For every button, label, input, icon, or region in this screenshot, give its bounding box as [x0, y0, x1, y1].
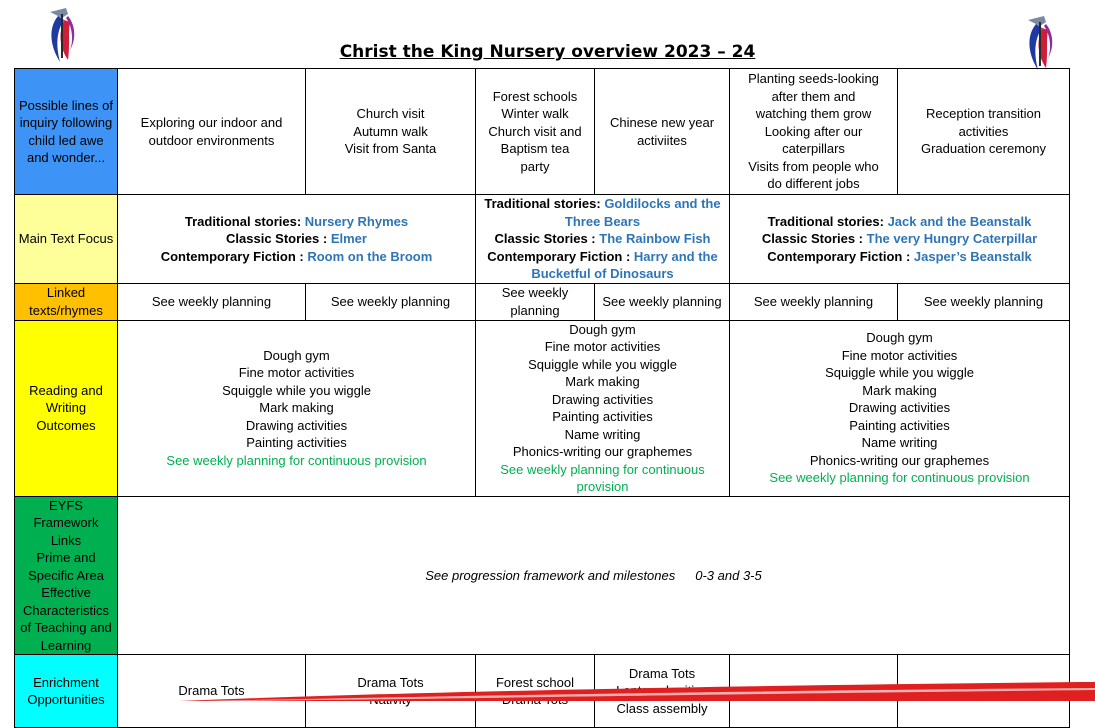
cell-line: Visits from people who	[748, 158, 879, 174]
linked-cell: See weekly planning	[118, 283, 306, 320]
outcome-item: Fine motor activities	[544, 339, 661, 354]
story-category-label: Classic Stories :	[761, 231, 864, 246]
cell-line: Drama Tots	[628, 665, 696, 681]
row-inquiry	[15, 69, 1070, 195]
cell-line: Specific Area	[28, 567, 104, 583]
cell-line: party	[520, 158, 550, 174]
story-category-label: Traditional stories:	[184, 213, 302, 229]
outcome-item: Painting activities	[849, 417, 950, 433]
row-reading	[15, 320, 1070, 496]
reading-group	[476, 320, 730, 496]
outcome-item: Drawing activities	[245, 417, 348, 433]
story-title: Elmer	[330, 231, 367, 246]
outcome-item: Mark making	[565, 374, 640, 389]
continuous-provision-note: See weekly planning for continuous provision	[166, 452, 427, 468]
cell-line: Winter walk	[501, 106, 569, 122]
outcome-item: Dough gym	[263, 347, 330, 363]
linked-cell: See weekly planning	[306, 283, 476, 320]
outcome-item: Dough gym	[866, 330, 933, 346]
cell-line: caterpillars	[782, 141, 845, 157]
story-line	[732, 213, 1067, 231]
story-category-label: Classic Stories :	[226, 231, 328, 246]
row-label-reading: Reading and Writing Outcomes	[15, 320, 118, 496]
cell-line: of Teaching and	[20, 620, 112, 635]
row-label-enrichment: Enrichment Opportunities	[15, 655, 118, 728]
row-label-inquiry: Possible lines of inquiry following child led awe and wonder...	[15, 69, 118, 195]
inquiry-cell	[730, 69, 898, 195]
cell-line: Class assembly	[616, 700, 708, 716]
outcome-item: Fine motor activities	[841, 347, 958, 363]
cell-line: do different jobs	[767, 176, 860, 192]
story-title: The very Hungry Caterpillar	[866, 231, 1038, 246]
story-title: Harry and the Bucketful of Dinosaurs	[531, 248, 718, 281]
main-text-group	[730, 195, 1070, 284]
story-line	[120, 248, 473, 266]
story-line	[732, 248, 1067, 266]
outcome-item: Mark making	[862, 382, 937, 398]
cell-line: Exploring our indoor and outdoor environments	[140, 115, 283, 148]
row-label-main-text: Main Text Focus	[15, 195, 118, 284]
story-category-label: Contemporary Fiction :	[767, 248, 911, 264]
story-title: Jack and the Beanstalk	[887, 213, 1032, 229]
inquiry-cell	[476, 69, 595, 195]
cell-line: Baptism tea	[500, 141, 570, 157]
cell-line: Drama Tots	[357, 674, 424, 690]
cell-line: Learning	[40, 637, 92, 653]
cell-line: after them and	[771, 88, 856, 104]
story-line	[120, 230, 473, 248]
outcome-item: Dough gym	[569, 321, 636, 337]
story-category-label: Traditional stories:	[767, 213, 884, 229]
outcome-item: Phonics-writing our graphemes	[512, 444, 693, 459]
cell-line: Planting seeds-looking	[748, 71, 879, 87]
eyfs-framework-text	[118, 496, 1070, 655]
inquiry-cell	[118, 69, 306, 195]
outcome-item: Drawing activities	[848, 400, 951, 416]
cell-line: Graduation ceremony	[920, 141, 1046, 157]
cell-line: Links	[50, 532, 82, 548]
story-category-label: Classic Stories :	[494, 231, 596, 246]
story-line	[478, 248, 727, 283]
outcome-item: Mark making	[259, 400, 334, 416]
story-line	[478, 195, 727, 230]
page-title: Christ the King Nursery overview 2023 – 24	[339, 42, 756, 62]
overview-table	[14, 68, 1070, 728]
eyfs-text: See progression framework and milestones	[425, 567, 676, 583]
outcome-item: Fine motor activities	[238, 365, 355, 381]
inquiry-cell	[595, 69, 730, 195]
cell-line: watching them grow	[755, 106, 872, 122]
eyfs-ranges: 0-3 and 3-5	[695, 567, 762, 583]
linked-cell: See weekly planning	[730, 283, 898, 320]
story-title: Room on the Broom	[307, 248, 433, 264]
outcome-item: Squiggle while you wiggle	[528, 356, 677, 372]
story-title: Goldilocks and the Three Bears	[564, 196, 721, 229]
cell-line: Church visit and	[488, 123, 582, 139]
inquiry-cell	[306, 69, 476, 195]
reading-group	[118, 320, 476, 496]
row-linked	[15, 283, 1070, 320]
outcome-item: Squiggle while you wiggle	[825, 365, 974, 381]
linked-cell: See weekly planning	[898, 283, 1070, 320]
cell-line: Church visit	[356, 106, 425, 122]
footer-swoosh	[0, 682, 1095, 701]
row-label-linked: Linked texts/rhymes	[15, 283, 118, 320]
cell-line: Looking after our	[764, 123, 863, 139]
story-title: Jasper’s Beanstalk	[913, 248, 1032, 264]
cell-line: Reception transition	[926, 106, 1041, 122]
inquiry-cell	[898, 69, 1070, 195]
story-category-label: Contemporary Fiction :	[160, 248, 304, 264]
linked-cell: See weekly planning	[595, 283, 730, 320]
linked-cell: See weekly planning	[476, 283, 595, 320]
cell-line: Chinese new year	[609, 115, 715, 130]
story-title: Nursery Rhymes	[304, 213, 409, 229]
row-label-eyfs	[15, 496, 118, 655]
story-line	[732, 230, 1067, 248]
cell-line: Effective	[41, 585, 91, 600]
row-eyfs	[15, 496, 1070, 655]
reading-group	[730, 320, 1070, 496]
story-category-label: Contemporary Fiction :	[487, 248, 631, 264]
cell-line: Visit from Santa	[344, 141, 437, 157]
story-line	[120, 213, 473, 231]
cell-line: activities	[958, 123, 1009, 139]
main-text-group	[118, 195, 476, 284]
outcome-item: Name writing	[564, 426, 641, 442]
cell-line: Drama Tots	[178, 683, 245, 699]
outcome-item: Squiggle while you wiggle	[222, 382, 371, 398]
story-line	[478, 230, 727, 248]
cell-line: activiites	[637, 132, 687, 148]
cell-line: Forest schools	[492, 88, 578, 104]
continuous-provision-note: See weekly planning for continuous provision	[769, 470, 1030, 486]
story-category-label: Traditional stories:	[484, 196, 601, 211]
cell-line: Framework	[33, 515, 99, 530]
main-text-group	[476, 195, 730, 284]
cell-line: Characteristics	[23, 602, 109, 618]
continuous-provision-note: See weekly planning for continuous provision	[500, 461, 705, 494]
story-title: The Rainbow Fish	[599, 231, 711, 246]
cell-line: Forest school	[495, 674, 575, 690]
outcome-item: Phonics-writing our graphemes	[809, 452, 990, 468]
outcome-item: Name writing	[861, 435, 938, 451]
cell-line: Prime and	[36, 550, 96, 565]
outcome-item: Painting activities	[246, 435, 347, 451]
outcome-item: Drawing activities	[551, 391, 654, 407]
row-main-text	[15, 195, 1070, 284]
outcome-item: Painting activities	[552, 409, 653, 424]
cell-line: Autumn walk	[353, 123, 428, 139]
cell-line: EYFS	[49, 497, 83, 513]
